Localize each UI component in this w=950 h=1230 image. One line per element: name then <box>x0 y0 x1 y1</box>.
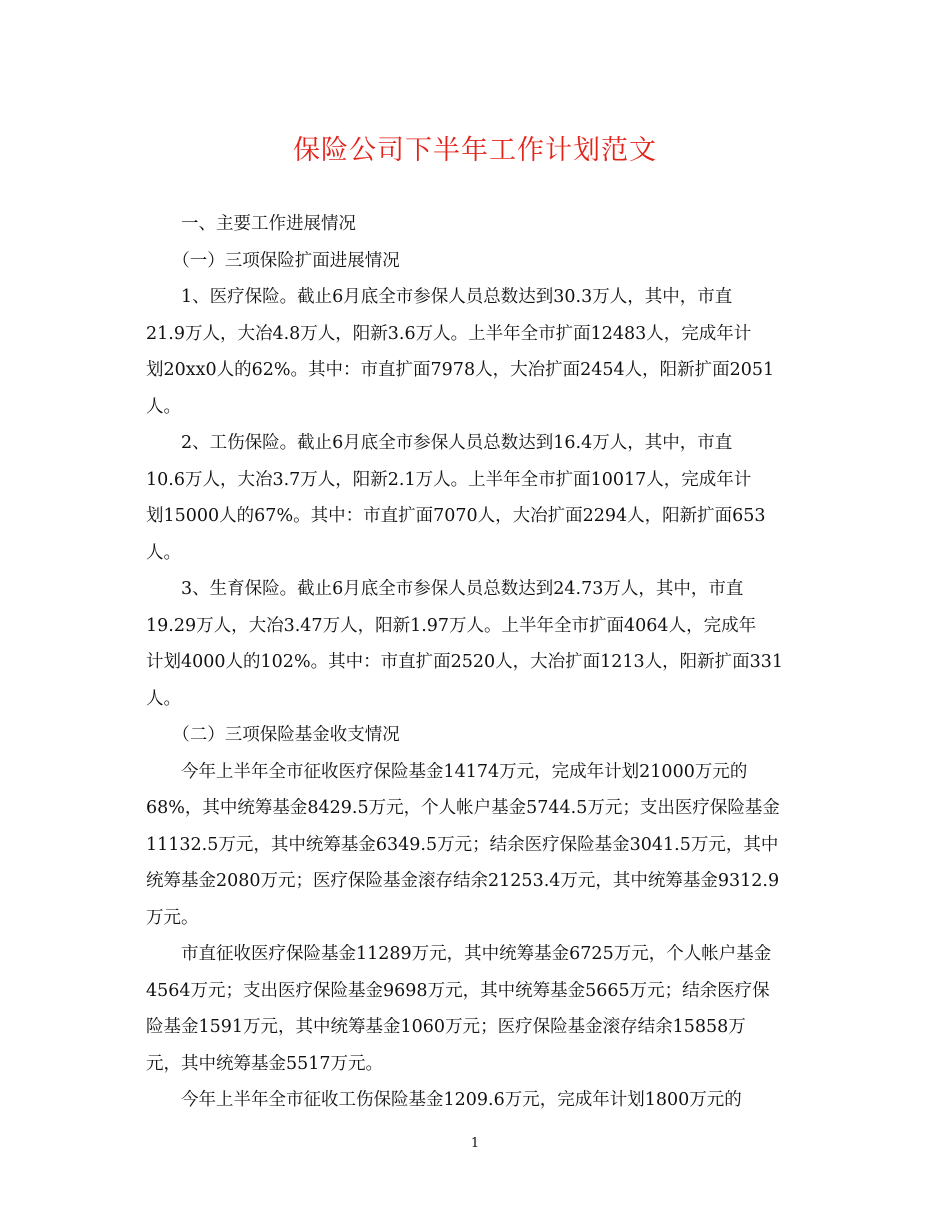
text-line: 68%，其中统筹基金8429.5万元，个人帐户基金5744.5万元；支出医疗保险基金 <box>146 798 780 818</box>
text-line: 今年上半年全市征收医疗保险基金14174万元，完成年计划21000万元的 <box>146 761 748 782</box>
text-line: 计划4000人的102%。其中：市直扩面2520人，大冶扩面1213人，阳新扩面331 <box>146 652 784 672</box>
text-line: 人。 <box>146 542 181 563</box>
text-line: 19.29万人，大冶3.47万人，阳新1.97万人。上半年全市扩面4064人，完成年 <box>146 615 757 636</box>
text-line: （二）三项保险基金收支情况 <box>146 725 400 745</box>
document-body <box>146 206 811 1119</box>
text-line: 统筹基金2080万元；医疗保险基金滚存结余21253.4万元，其中统筹基金9312.9 <box>146 871 780 891</box>
text-line: 划15000人的67%。其中：市直扩面7070人，大冶扩面2294人，阳新扩面653 <box>146 506 766 526</box>
text-line: 划20xx0人的62%。其中：市直扩面7978人，大冶扩面2454人，阳新扩面2051 <box>146 360 775 380</box>
text-line: 元，其中统筹基金5517万元。 <box>146 1053 384 1074</box>
text-line: 今年上半年全市征收工伤保险基金1209.6万元，完成年计划1800万元的 <box>146 1090 742 1110</box>
text-line: 一、主要工作进展情况 <box>146 214 356 234</box>
text-line: 11132.5万元，其中统筹基金6349.5万元；结余医疗保险基金3041.5万元，其中 <box>146 834 779 855</box>
text-line: 3、生育保险。截止6月底全市参保人员总数达到24.73万人，其中，市直 <box>146 579 744 599</box>
text-line: 人。 <box>146 688 181 709</box>
text-line: 万元。 <box>146 907 199 928</box>
text-line: 人。 <box>146 396 181 417</box>
page-number: 1 <box>470 1136 480 1151</box>
text-line: 2、工伤保险。截止6月底全市参保人员总数达到16.4万人，其中，市直 <box>146 433 733 453</box>
document-title: 保险公司下半年工作计划范文 <box>293 135 657 166</box>
text-line: 险基金1591万元，其中统筹基金1060万元；医疗保险基金滚存结余15858万 <box>146 1017 746 1037</box>
text-line: 21.9万人，大冶4.8万人，阳新3.6万人。上半年全市扩面12483人，完成年计 <box>146 323 752 344</box>
text-line: 4564万元；支出医疗保险基金9698万元，其中统筹基金5665万元；结余医疗保 <box>146 980 770 1001</box>
text-line: （一）三项保险扩面进展情况 <box>146 250 400 271</box>
text-line: 市直征收医疗保险基金11289万元，其中统筹基金6725万元，个人帐户基金 <box>146 944 772 964</box>
text-line: 1、医疗保险。截止6月底全市参保人员总数达到30.3万人，其中，市直 <box>146 287 733 307</box>
text-line: 10.6万人，大冶3.7万人，阳新2.1万人。上半年全市扩面10017人，完成年计 <box>146 469 752 490</box>
